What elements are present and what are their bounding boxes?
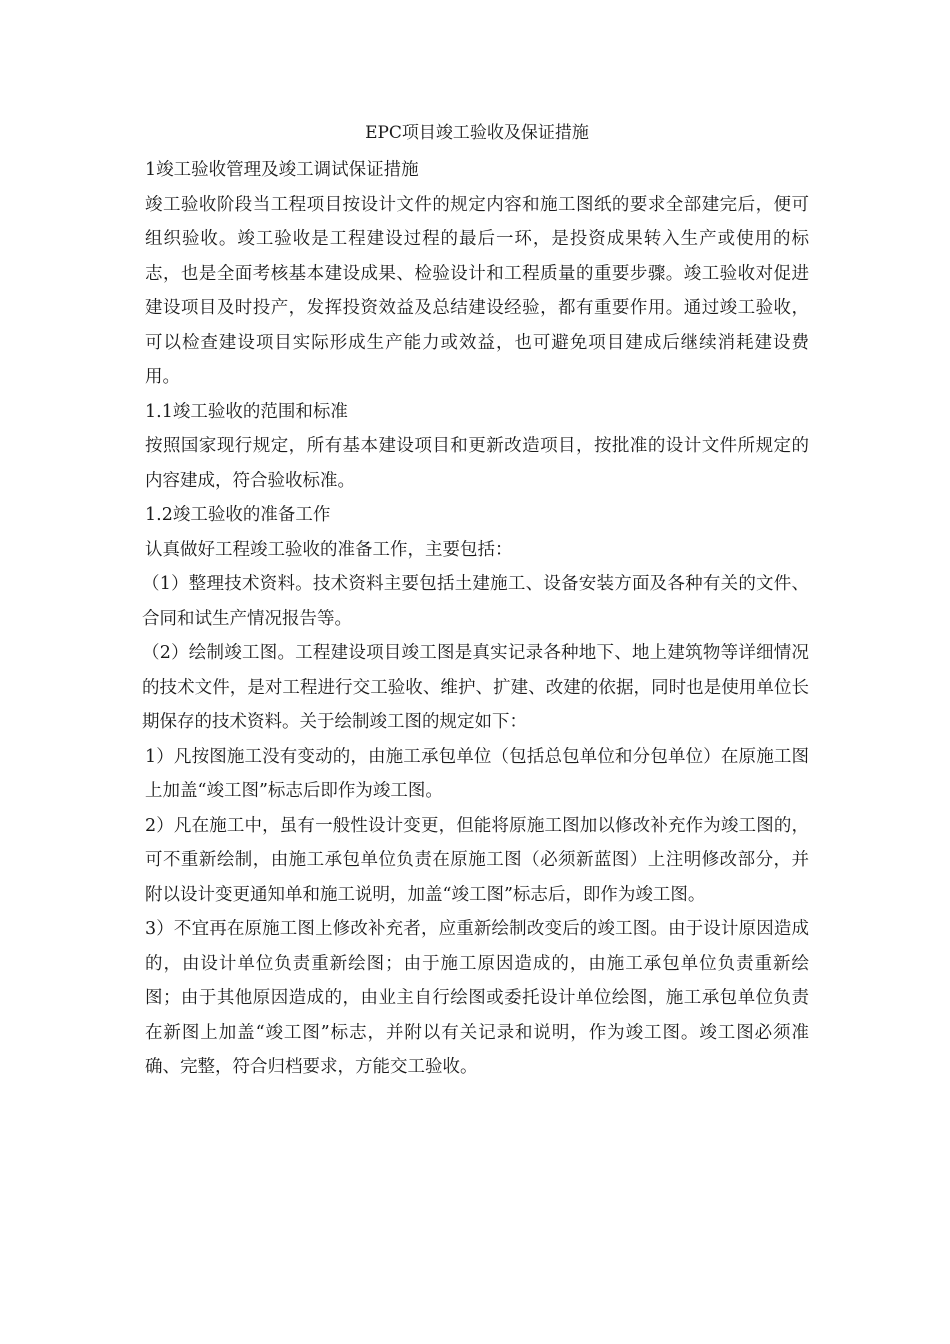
paragraph-rule-1: 1）凡按图施工没有变动的，由施工承包单位（包括总包单位和分包单位）在原施工图上加盖“竣工图”标志后即作为竣工图。 (145, 746, 809, 801)
paragraph-item-2: （2）绘制竣工图。工程建设项目竣工图是真实记录各种地下、地上建筑物等详细情况的技术文件，是对工程进行交工验收、维护、扩建、改建的依据，同时也是使用单位长期保存的技术资料。关于绘制竣工图的规定如下： (142, 643, 809, 732)
section-heading-1-2: 1.2竣工验收的准备工作 (145, 505, 331, 525)
section-heading-1: 1竣工验收管理及竣工调试保证措施 (145, 160, 419, 180)
paragraph-rule-3: 3）不宜再在原施工图上修改补充者，应重新绘制改变后的竣工图。由于设计原因造成的，由设计单位负责重新绘图；由于施工原因造成的，由施工承包单位负责重新绘图；由于其他原因造成的，由业主自行绘图或委托设计单位绘图，施工承包单位负责在新图上加盖“竣工图”标志，并附以有关记录和说明，作为竣工图。竣工图必须准确、完整，符合归档要求，方能交工验收。 (145, 919, 809, 1077)
document-page (142, 118, 809, 1085)
section-heading-1-1: 1.1竣工验收的范围和标准 (145, 401, 348, 422)
paragraph-scope: 按照国家现行规定，所有基本建设项目和更新改造项目，按批准的设计文件所规定的内容建成，符合验收标准。 (145, 436, 809, 491)
paragraph-item-1: （1）整理技术资料。技术资料主要包括土建施工、设备安装方面及各种有关的文件、合同和试生产情况报告等。 (142, 574, 809, 629)
document-title: EPC项目竣工验收及保证措施 (365, 123, 589, 143)
paragraph-rule-2: 2）凡在施工中，虽有一般性设计变更，但能将原施工图加以修改补充作为竣工图的，可不重新绘制，由施工承包单位负责在原施工图（必须新蓝图）上注明修改部分，并附以设计变更通知单和施工说明，加盖“竣工图”标志后，即作为竣工图。 (145, 815, 809, 905)
paragraph-intro: 竣工验收阶段当工程项目按设计文件的规定内容和施工图纸的要求全部建完后，便可组织验收。竣工验收是工程建设过程的最后一环，是投资成果转入生产或使用的标志，也是全面考核基本建设成果、检验设计和工程质量的重要步骤。竣工验收对促进建设项目及时投产，发挥投资效益及总结建设经验，都有重要作用。通过竣工验收，可以检查建设项目实际形成生产能力或效益，也可避免项目建成后继续消耗建设费用。 (145, 194, 809, 387)
paragraph-prep-intro: 认真做好工程竣工验收的准备工作，主要包括： (145, 539, 513, 560)
